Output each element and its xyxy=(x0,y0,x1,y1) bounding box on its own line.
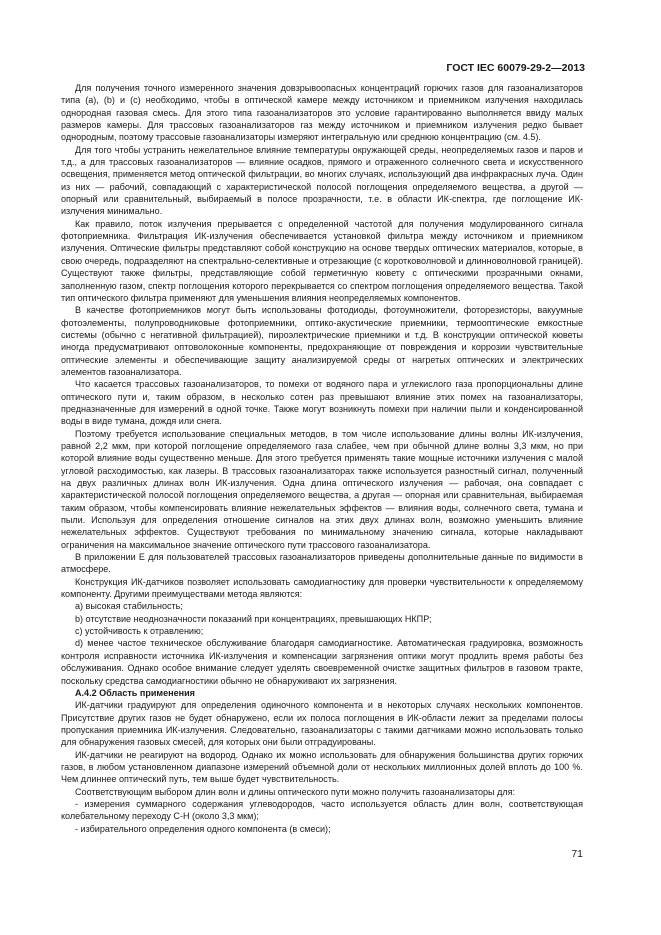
list-item: d) менее частое техническое обслуживание благодаря самодиагностике. Автоматическая градуировка, возможность контроля исправности источника ИК-излучения и компенсации загрязнения оптики могут продлить время работы без обслуживания. Однако особое внимание следует уделять своевременной очистке защитных фильтров в газовом тракте, поскольку средства самодиагностики обычно не обнаруживают их загрязнения. xyxy=(61,638,583,686)
list-item: c) устойчивость к отравлению; xyxy=(75,626,204,637)
paragraph: Конструкция ИК-датчиков позволяет использовать самодиагностику для проверки чувствительности к определяемому компоненту. Другими преимуществами метода являются: xyxy=(61,576,583,600)
list-item: b) отсутствие неоднозначности показаний при концентрациях, превышающих НКПР; xyxy=(75,613,432,624)
list-item: - избирательного определения одного компонента (в смеси); xyxy=(75,823,331,834)
paragraph: Как правило, поток излучения прерывается с определенной частотой для получения модулированного сигнала фотоприемника. Фильтрация ИК-излучения обеспечивается установкой фильтра между источником и приемником излучения. Оптические фильтры представляют собой конструкцию на основе твердых оптических материалов, которые, в свою очередь, подразделяют на спектрально-селективные и отрезающие (с коротковолновой и длинноволновой границей). Существуют также фильтры, представляющие собой герметичную кювету с оптическими прозрачными окнами, заполненную газом, спектр поглощения которого перекрывается со спектром поглощения определяемого вещества. Такой тип оптического фильтра применяют для уменьшения влияния неопределяемых компонентов. xyxy=(61,218,583,303)
document-header: ГОСТ IEC 60079-29-2—2013 xyxy=(446,62,585,74)
paragraph: ИК-датчики не реагируют на водород. Однако их можно использовать для обнаружения большинства других горючих газов, в любом установленном диапазоне измерений объемной доли от нескольких миллионных долей вплоть до 100 %. Чем длиннее оптический путь, тем выше будет чувствительность. xyxy=(61,749,583,785)
paragraph: В качестве фотоприемников могут быть использованы фотодиоды, фотоумножители, фоторезисторы, вакуумные фотоэлементы, полупроводниковые фотоприемники, оптико-акустические приемники, термооптические емкостные системы (обычно с негативной фильтрацией), пироэлектрические приемники и т.д. В конструкции оптической кюветы иногда предусматривают оптоволоконные компоненты, предохраняющие от повреждения и коррозии чувствительные оптические элементы и обеспечивающие защиту анализируемой среды от нагретых оптических и электрических элементов газоанализатора. xyxy=(61,305,583,377)
page-number: 71 xyxy=(571,848,583,860)
paragraph: Соответствующим выбором длин волн и длины оптического пути можно получить газоанализаторы для: xyxy=(75,786,516,797)
paragraph: ИК-датчики градуируют для определения одиночного компонента и в некоторых случаях нескольких компонентов. Присутствие других газов не будет обнаружено, если их полоса поглощения в ИК-области лежит за пределами полосы пропускания приемника ИК-излучения. Следовательно, газоанализаторы с такими датчиками можно использовать только для обнаружения газовых смесей, для которых они были отградуированы. xyxy=(61,700,583,748)
paragraph: В приложении Е для пользователей трассовых газоанализаторов приведены дополнительные данные по видимости в атмосфере. xyxy=(61,552,583,575)
page-body xyxy=(61,82,583,835)
list-item: a) высокая стабильность; xyxy=(75,601,183,612)
paragraph: Для того чтобы устранить нежелательное влияние температуры окружающей среды, неопределяемых газов и паров и т.д., а для трассовых газоанализаторов — влияние осадков, прямого и отраженного солнечного света и искусственного освещения, применяется метод оптической фильтрации, во многих случаях, использующий два инфракрасных луча. Один из них — рабочий, совпадающий с характеристической полосой поглощения определяемого вещества, а другой — опорный или сравнительный, выбираемый в полосе прозрачности, т.е. в области ИК-спектра, где поглощение ИК-излучения минимально. xyxy=(61,144,583,217)
paragraph: Для получения точного измеренного значения довзрывоопасных концентраций горючих газов для газоанализаторов типа (а), (b) и (с) необходимо, чтобы в оптической камере между источником и приемником излучения находилась однородная газовая смесь. Для этого типа газоанализаторов это условие гарантированно выполняется ввиду малых размеров камеры. Для трассовых газоанализаторов газ между источником и приемником излучения редко бывает однородным, поэтому трассовые газоанализаторы измеряют интегральную или среднюю концентрацию (см. 4.5). xyxy=(61,83,583,143)
section-heading: А.4.2 Область применения xyxy=(75,687,195,698)
paragraph: Что касается трассовых газоанализаторов, то помехи от водяного пара и углекислого газа пропорциональны длине оптического пути и, таким образом, в несколько сотен раз превышают влияние этих помех на газоанализаторы, предназначенные для измерений в одной точке. Также могут возникнуть помехи при наличии пыли и конденсированной воды в виде тумана, дождя или снега. xyxy=(61,379,583,427)
list-item: - измерения суммарного содержания углеводородов, часто используется область длин волн, соответствующая колебательному переходу С-Н (около 3,3 мкм); xyxy=(61,798,583,822)
paragraph: Поэтому требуется использование специальных методов, в том числе использование длины волны ИК-излучения, равной 2,2 мкм, при которой поглощение определяемого газа слабее, чем при обычной длине волны 3,3 мкм, но при которой влияние воды существенно меньше. Для этого требуется применять такие мощные источники излучения с малой угловой расходимостью, как лазеры. В трассовых газоанализаторах также используется разностный сигнал, полученный на двух различных длинах волн ИК-излучения. Одна длина оптического излучения — рабочая, она совпадает с характеристической полосой поглощения определяемого вещества, а другая — опорная или сравнительная, выбираемая таким образом, чтобы компенсировать влияние нежелательных эффектов — влияния воды, солнечного света, тумана и пыли. Используя для определения отношение сигналов на этих двух длинах волн, возможно уменьшить влияние нежелательных эффектов. Существуют требования по минимальному значению сигнала, которые накладывают ограничения на максимальное значение оптического пути трассового газоанализатора. xyxy=(61,428,583,550)
